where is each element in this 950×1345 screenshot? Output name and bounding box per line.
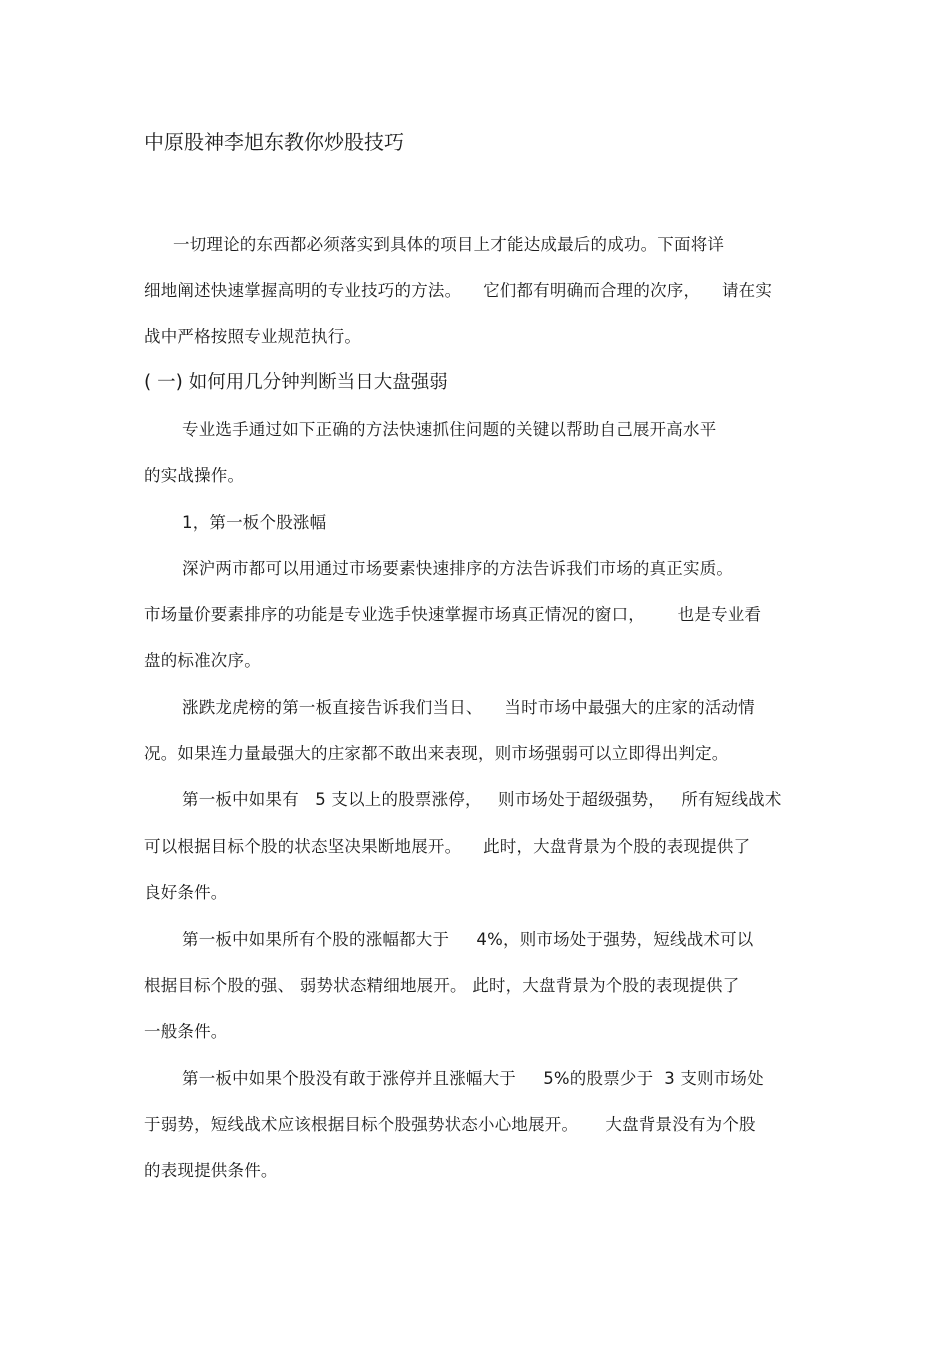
paragraph4-line-1: 第一板中如果所有个股的涨幅都大于 4%，则市场处于强势，短线战术可以 [182,930,754,949]
paragraph1-line-2: 市场量价要素排序的功能是专业选手快速掌握市场真正情况的窗口， 也是专业看 [144,605,762,624]
section-intro-line-1: 专业选手通过如下正确的方法快速抓住问题的关键以帮助自己展开高水平 [182,420,717,439]
paragraph5-line-3: 的表现提供条件。 [144,1161,278,1180]
intro-line-2: 细地阐述快速掌握高明的专业技巧的方法。 它们都有明确而合理的次序， 请在实 [144,281,773,300]
paragraph3-line-2: 可以根据目标个股的状态坚决果断地展开。 此时，大盘背景为个股的表现提供了 [144,837,751,856]
paragraph2-line-2: 况。如果连力量最强大的庄家都不敢出来表现，则市场强弱可以立即得出判定。 [144,744,729,763]
subheading: 1，第一板个股涨幅 [182,513,327,532]
paragraph4-line-2: 根据目标个股的强、 弱势状态精细地展开。 此时，大盘背景为个股的表现提供了 [144,976,740,995]
document-title: 中原股神李旭东教你炒股技巧 [144,130,404,154]
paragraph3-line-3: 良好条件。 [144,883,228,902]
paragraph2-line-1: 涨跌龙虎榜的第一板直接告诉我们当日、 当时市场中最强大的庄家的活动情 [182,698,755,717]
paragraph1-line-3: 盘的标准次序。 [144,651,261,670]
paragraph5-line-2: 于弱势，短线战术应该根据目标个股强势状态小心地展开。 大盘背景没有为个股 [144,1115,756,1134]
intro-line-1: 一切理论的东西都必须落实到具体的项目上才能达成最后的成功。下面将详 [173,235,725,254]
section-intro-line-2: 的实战操作。 [144,466,245,485]
section-heading: ( 一) 如何用几分钟判断当日大盘强弱 [144,372,448,393]
paragraph4-line-3: 一般条件。 [144,1022,228,1041]
paragraph3-line-1: 第一板中如果有 5 支以上的股票涨停， 则市场处于超级强势， 所有短线战术 [182,790,782,809]
paragraph1-line-1: 深沪两市都可以用通过市场要素快速排序的方法告诉我们市场的真正实质。 [182,559,734,578]
intro-line-3: 战中严格按照专业规范执行。 [144,327,362,346]
paragraph5-line-1: 第一板中如果个股没有敢于涨停并且涨幅大于 5%的股票少于 3 支则市场处 [182,1069,764,1088]
